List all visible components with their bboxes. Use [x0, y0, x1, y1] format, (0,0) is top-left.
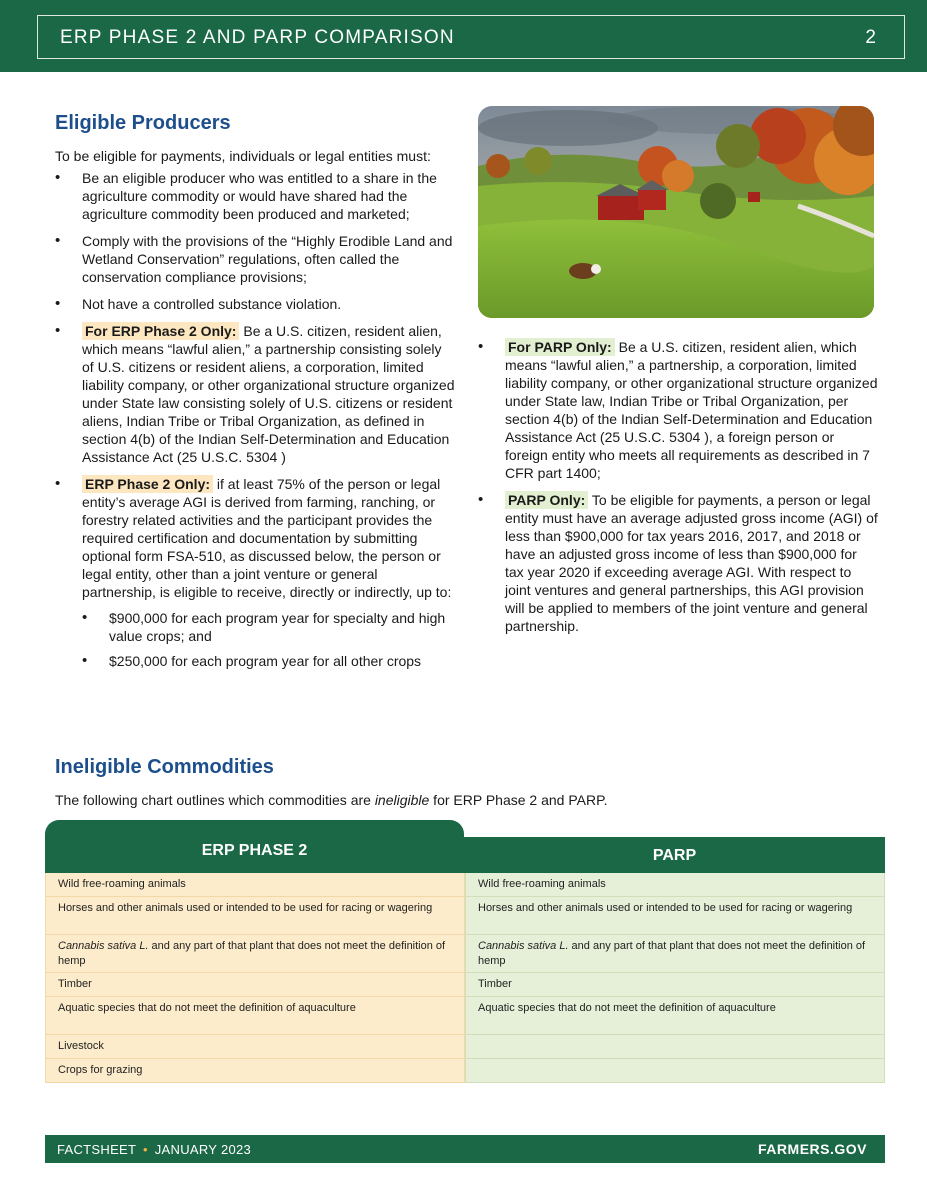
table-cell: Horses and other animals used or intended to be used for racing or wagering	[465, 897, 885, 935]
footer-doc-type: FACTSHEET	[57, 1142, 137, 1157]
ineligible-heading: Ineligible Commodities	[55, 756, 274, 778]
eligible-intro: To be eligible for payments, individuals or legal entities must:	[55, 148, 431, 164]
footer-date: JANUARY 2023	[154, 1142, 252, 1157]
erp-agi-text: if at least 75% of the person or legal entity’s average AGI is derived from farming, ranching, or forestry related activities and the participant provides the required certification and documentation by submitting optional form FSA-510, as discussed below, the person or legal entity, other than a joint venture or general partnership, is eligible to receive, directly or indirectly, up to:	[82, 476, 452, 600]
parp-column	[465, 873, 885, 1083]
list-item-parp-only	[478, 338, 878, 482]
parp-list	[478, 338, 878, 635]
cannabis-text: and any part of that plant that does not meet the definition of hemp	[478, 940, 866, 967]
list-item: • Comply with the provisions of the “Highly Erodible Land and Wetland Conservation” regulations, often called the conservation compliance provisions;	[55, 232, 455, 286]
table-cell: Timber	[45, 973, 465, 997]
farm-landscape-photo	[478, 106, 874, 318]
table-cell-empty	[465, 1035, 885, 1059]
ineligible-intro	[55, 791, 885, 809]
page-title: ERP PHASE 2 AND PARP COMPARISON	[60, 27, 455, 48]
table-cell: Crops for grazing	[45, 1059, 465, 1083]
list-item-erp-only	[55, 322, 455, 466]
table-cell: Horses and other animals used or intended to be used for racing or wagering	[45, 897, 465, 935]
list-item-parp-agi	[478, 491, 878, 635]
list-item: • $250,000 for each program year for all other crops	[82, 652, 455, 670]
list-item-erp-agi	[55, 475, 455, 670]
table-body	[45, 873, 885, 1083]
page-header	[0, 0, 927, 72]
cannabis-name: Cannabis sativa L.	[478, 940, 569, 952]
page-footer	[45, 1135, 885, 1163]
table-cell: Wild free-roaming animals	[465, 873, 885, 897]
parp-agi-text: To be eligible for payments, a person or legal entity must have an average adjusted gross income (AGI) of less than $900,000 for tax years 2016, 2017, and 2018 or have an adjusted gross income of less than $900,000 for tax year 2020 if exceeding average AGI. With respect to joint ventures and general partnerships, this AGI provision will be applied to members of the joint venture and general partnership.	[505, 492, 878, 634]
header-frame	[37, 15, 905, 59]
eligible-right-column	[478, 106, 878, 644]
intro-emphasis: ineligible	[374, 792, 430, 808]
payment-limits-list	[82, 609, 455, 670]
eligible-list	[55, 169, 455, 670]
parp-only-label: For PARP Only:	[505, 338, 615, 356]
table-cell: Aquatic species that do not meet the definition of aquaculture	[45, 997, 465, 1035]
table-header	[45, 820, 885, 873]
erp-only-label: For ERP Phase 2 Only:	[82, 322, 239, 340]
erp-column	[45, 873, 465, 1083]
eligible-left-column	[55, 112, 455, 679]
list-item: • Not have a controlled substance violation.	[55, 295, 455, 313]
parp-agi-label: PARP Only:	[505, 491, 588, 509]
ineligible-commodities-table	[45, 820, 885, 1083]
table-cell: Aquatic species that do not meet the definition of aquaculture	[465, 997, 885, 1035]
table-cell: Timber	[465, 973, 885, 997]
farm-landscape-illustration	[478, 106, 874, 318]
parp-column-header: PARP	[464, 837, 885, 873]
footer-separator: •	[142, 1142, 148, 1157]
intro-text: for ERP Phase 2 and PARP.	[429, 792, 608, 808]
erp-agi-label: ERP Phase 2 Only:	[82, 475, 213, 493]
table-cell	[465, 935, 885, 973]
list-item: • $900,000 for each program year for specialty and high value crops; and	[82, 609, 455, 645]
eligible-heading: Eligible Producers	[55, 112, 231, 134]
table-cell: Wild free-roaming animals	[45, 873, 465, 897]
table-cell-empty	[465, 1059, 885, 1083]
footer-label	[57, 1142, 251, 1157]
cannabis-name: Cannabis sativa L.	[58, 940, 149, 952]
cannabis-text: and any part of that plant that does not meet the definition of hemp	[58, 940, 446, 967]
parp-only-text: Be a U.S. citizen, resident alien, which means “lawful alien,” a partnership, a corporation, limited liability company, or other organizational structure organized under State law, Indian Tribe or Tribal Organization, per section 4(b) of the Indian Self-Determination and Education Assistance Act (25 U.S.C. 5304 ), a foreign person or foreign entity who meets all requirements as described in 7 CFR part 1400;	[505, 339, 878, 481]
website-link[interactable]: FARMERS.GOV	[758, 1141, 867, 1157]
page-number: 2	[865, 27, 876, 48]
table-cell: Livestock	[45, 1035, 465, 1059]
erp-only-text: Be a U.S. citizen, resident alien, which means “lawful alien,” a partnership consisting solely of U.S. citizens or resident aliens, a corporation, limited liability company, or other organizational structure organized under State law consisting solely of U.S. citizens or resident aliens, Indian Tribe or Tribal Organization, as defined in section 4(b) of the Indian Self-Determination and Education Assistance Act (25 U.S.C. 5304 )	[82, 323, 455, 465]
table-cell	[45, 935, 465, 973]
ineligible-section	[55, 756, 885, 809]
erp-column-header: ERP PHASE 2	[45, 820, 464, 873]
list-item: • Be an eligible producer who was entitled to a share in the agriculture commodity or would have shared had the agriculture commodity been produced and marketed;	[55, 169, 455, 223]
intro-text: The following chart outlines which commodities are	[55, 792, 375, 808]
